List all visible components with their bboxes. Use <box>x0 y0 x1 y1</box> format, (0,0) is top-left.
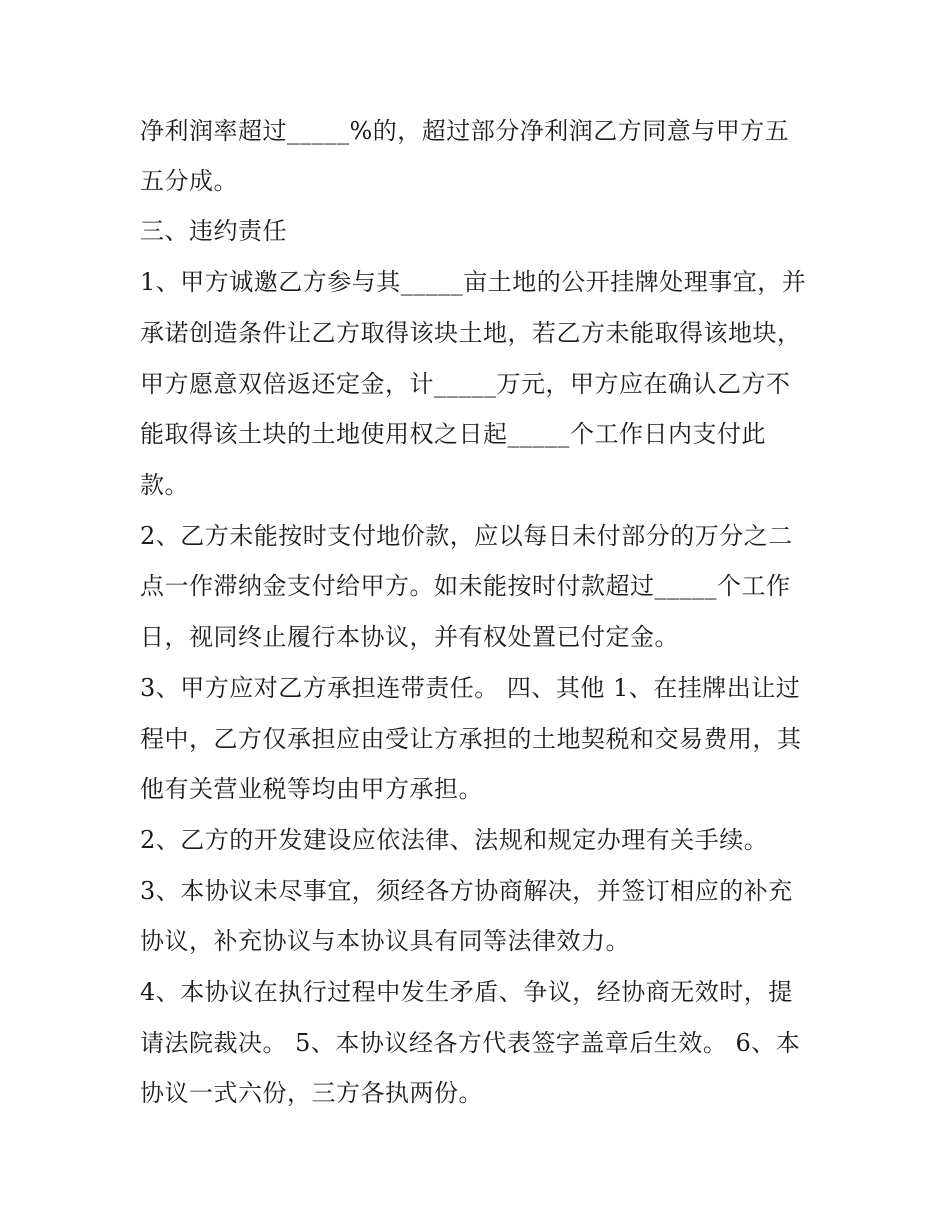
text-line: 点一作滞纳金支付给甲方。如未能按时付款超过_____个工作 <box>140 572 791 600</box>
text-line: 日，视同终止履行本协议，并有权处置已付定金。 <box>140 623 679 651</box>
text-line: 2、乙方未能按时支付地价款，应以每日未付部分的万分之二 <box>140 522 793 550</box>
text-line: 程中，乙方仅承担应由受让方承担的土地契税和交易费用，其 <box>140 725 802 753</box>
text-line: 能取得该土块的土地使用权之日起_____个工作日内支付此 <box>140 420 766 448</box>
text-line: 请法院裁决。 5、本协议经各方代表签字盖章后生效。 6、本 <box>140 1029 801 1057</box>
text-line: 净利润率超过_____%的，超过部分净利润乙方同意与甲方五 <box>140 117 790 145</box>
section-heading: 三、违约责任 <box>140 217 287 245</box>
text-line: 承诺创造条件让乙方取得该块土地，若乙方未能取得该地块， <box>140 319 802 347</box>
text-line: 他有关营业税等均由甲方承担。 <box>140 775 483 803</box>
text-line: 2、乙方的开发建设应依法律、法规和规定办理有关手续。 <box>140 826 769 854</box>
text-line: 4、本协议在执行过程中发生矛盾、争议，经协商无效时，提 <box>140 978 793 1006</box>
text-line: 款。 <box>140 471 189 499</box>
text-line: 甲方愿意双倍返还定金，计_____万元，甲方应在确认乙方不 <box>140 370 791 398</box>
text-line: 3、本协议未尽事宜，须经各方协商解决，并签订相应的补充 <box>140 877 793 905</box>
text-line: 3、甲方应对乙方承担连带责任。 四、其他 1、在挂牌出让过 <box>140 674 801 702</box>
text-line: 协议一式六份，三方各执两份。 <box>140 1079 483 1107</box>
text-line: 协议，补充协议与本协议具有同等法律效力。 <box>140 927 630 955</box>
text-line: 五分成。 <box>140 167 238 195</box>
text-line: 1、甲方诚邀乙方参与其_____亩土地的公开挂牌处理事宜，并 <box>140 268 807 296</box>
